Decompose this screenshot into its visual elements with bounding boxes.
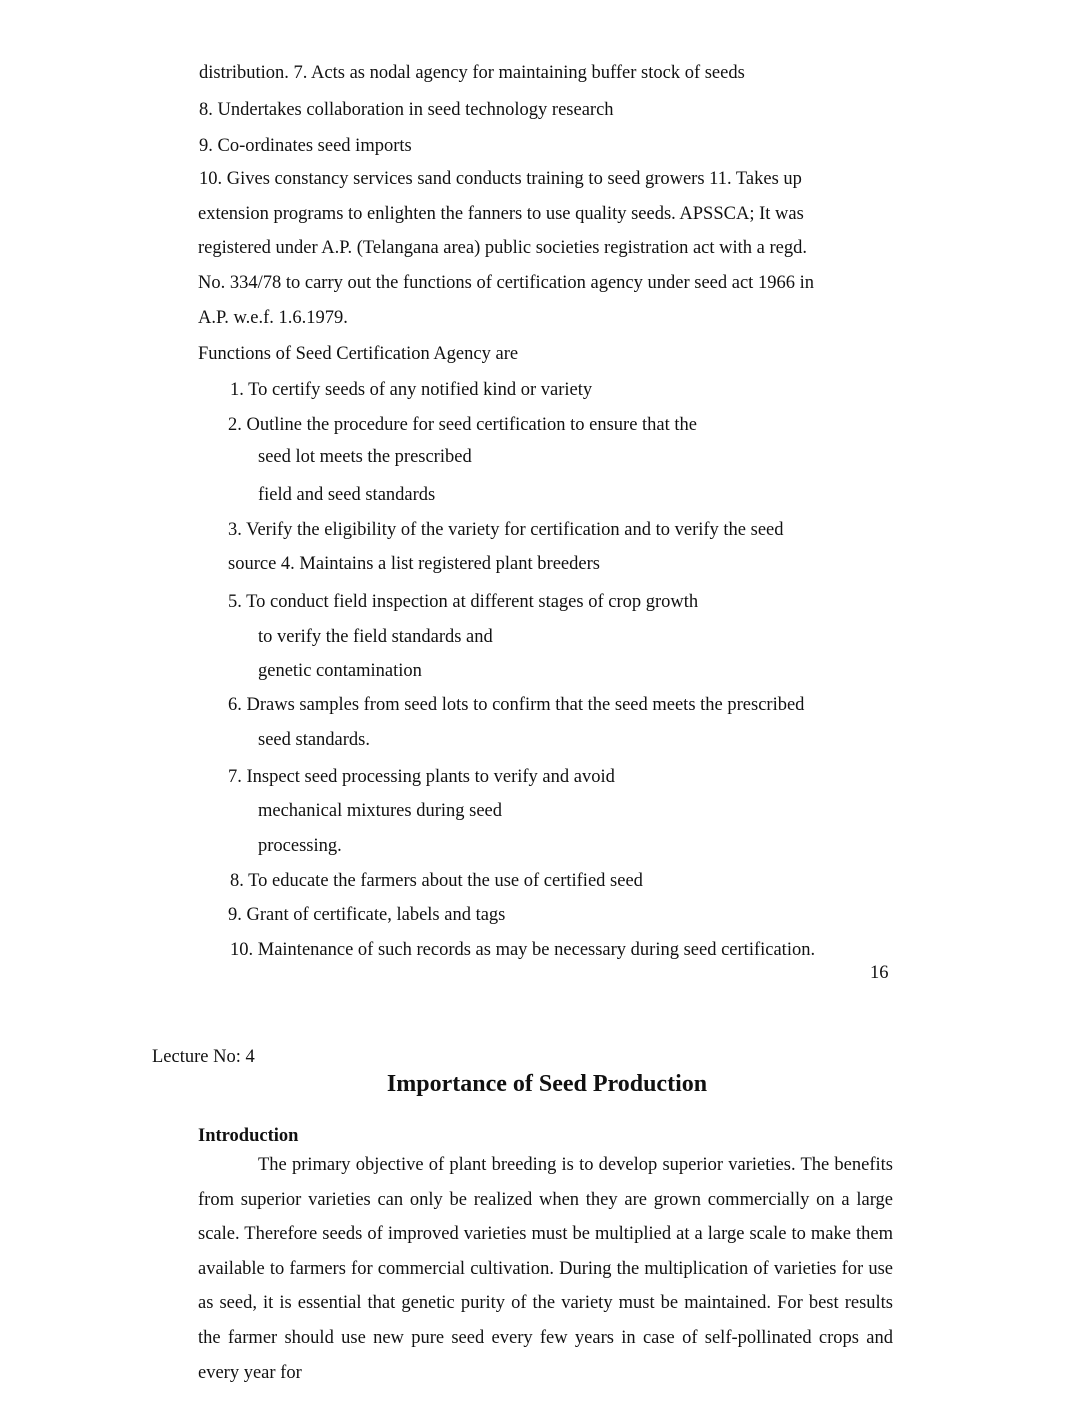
text-line: registered under A.P. (Telangana area) public societies registration act with a regd.	[198, 238, 807, 258]
section-intro-line: Functions of Seed Certification Agency are	[198, 344, 519, 364]
list-item: 3. Verify the eligibility of the variety for certification and to verify the seed	[228, 520, 784, 540]
list-item-continuation: mechanical mixtures during seed	[258, 801, 503, 821]
text-line: extension programs to enlighten the fanners to use quality seeds. APSSCA; It was	[198, 204, 804, 224]
text-line: No. 334/78 to carry out the functions of certification agency under seed act 1966 in	[198, 273, 814, 293]
list-item-continuation: seed lot meets the prescribed	[258, 447, 472, 467]
list-item-continuation: to verify the field standards and	[258, 627, 493, 647]
text-line: 10. Gives constancy services sand conducts training to seed growers 11. Takes up	[199, 169, 802, 189]
text-line: A.P. w.e.f. 1.6.1979.	[198, 308, 348, 328]
list-item-continuation: processing.	[258, 836, 342, 856]
text-line: 9. Co-ordinates seed imports	[199, 136, 412, 156]
section-heading: Introduction	[198, 1126, 299, 1146]
intro-paragraph: The primary objective of plant breeding is to develop superior varieties. The benefits from superior varieties can only be realized when they are grown commercially on a large scale. Therefore seeds of improved varieties must be multiplied at a large scale to make them available to farmers for commercial cultivation. During the multiplication of varieties for use as seed, it is essential that genetic purity of the variety must be maintained. For best results the farmer should use new pure seed every few years in case of self-pollinated crops and every year for	[198, 1155, 893, 1383]
list-item: 2. Outline the procedure for seed certification to ensure that the	[228, 415, 697, 435]
list-item: 8. To educate the farmers about the use of certified seed	[230, 871, 643, 891]
text-line: 8. Undertakes collaboration in seed technology research	[199, 100, 614, 120]
list-item: source 4. Maintains a list registered plant breeders	[228, 554, 600, 574]
text-line: distribution. 7. Acts as nodal agency for maintaining buffer stock of seeds	[199, 63, 745, 83]
lecture-label: Lecture No: 4	[152, 1047, 255, 1067]
page-number: 16	[870, 963, 889, 983]
list-item-continuation: genetic contamination	[258, 661, 422, 681]
list-item: 7. Inspect seed processing plants to verify and avoid	[228, 767, 615, 787]
list-item-continuation: seed standards.	[258, 730, 370, 750]
list-item-continuation: field and seed standards	[258, 485, 436, 505]
list-item: 10. Maintenance of such records as may be necessary during seed certification.	[230, 940, 816, 960]
list-item: 9. Grant of certificate, labels and tags	[228, 905, 506, 925]
list-item: 5. To conduct field inspection at different stages of crop growth	[228, 592, 699, 612]
page-title: Importance of Seed Production	[386, 1071, 708, 1097]
list-item: 1. To certify seeds of any notified kind or variety	[230, 380, 593, 400]
list-item: 6. Draws samples from seed lots to confirm that the seed meets the prescribed	[228, 695, 805, 715]
